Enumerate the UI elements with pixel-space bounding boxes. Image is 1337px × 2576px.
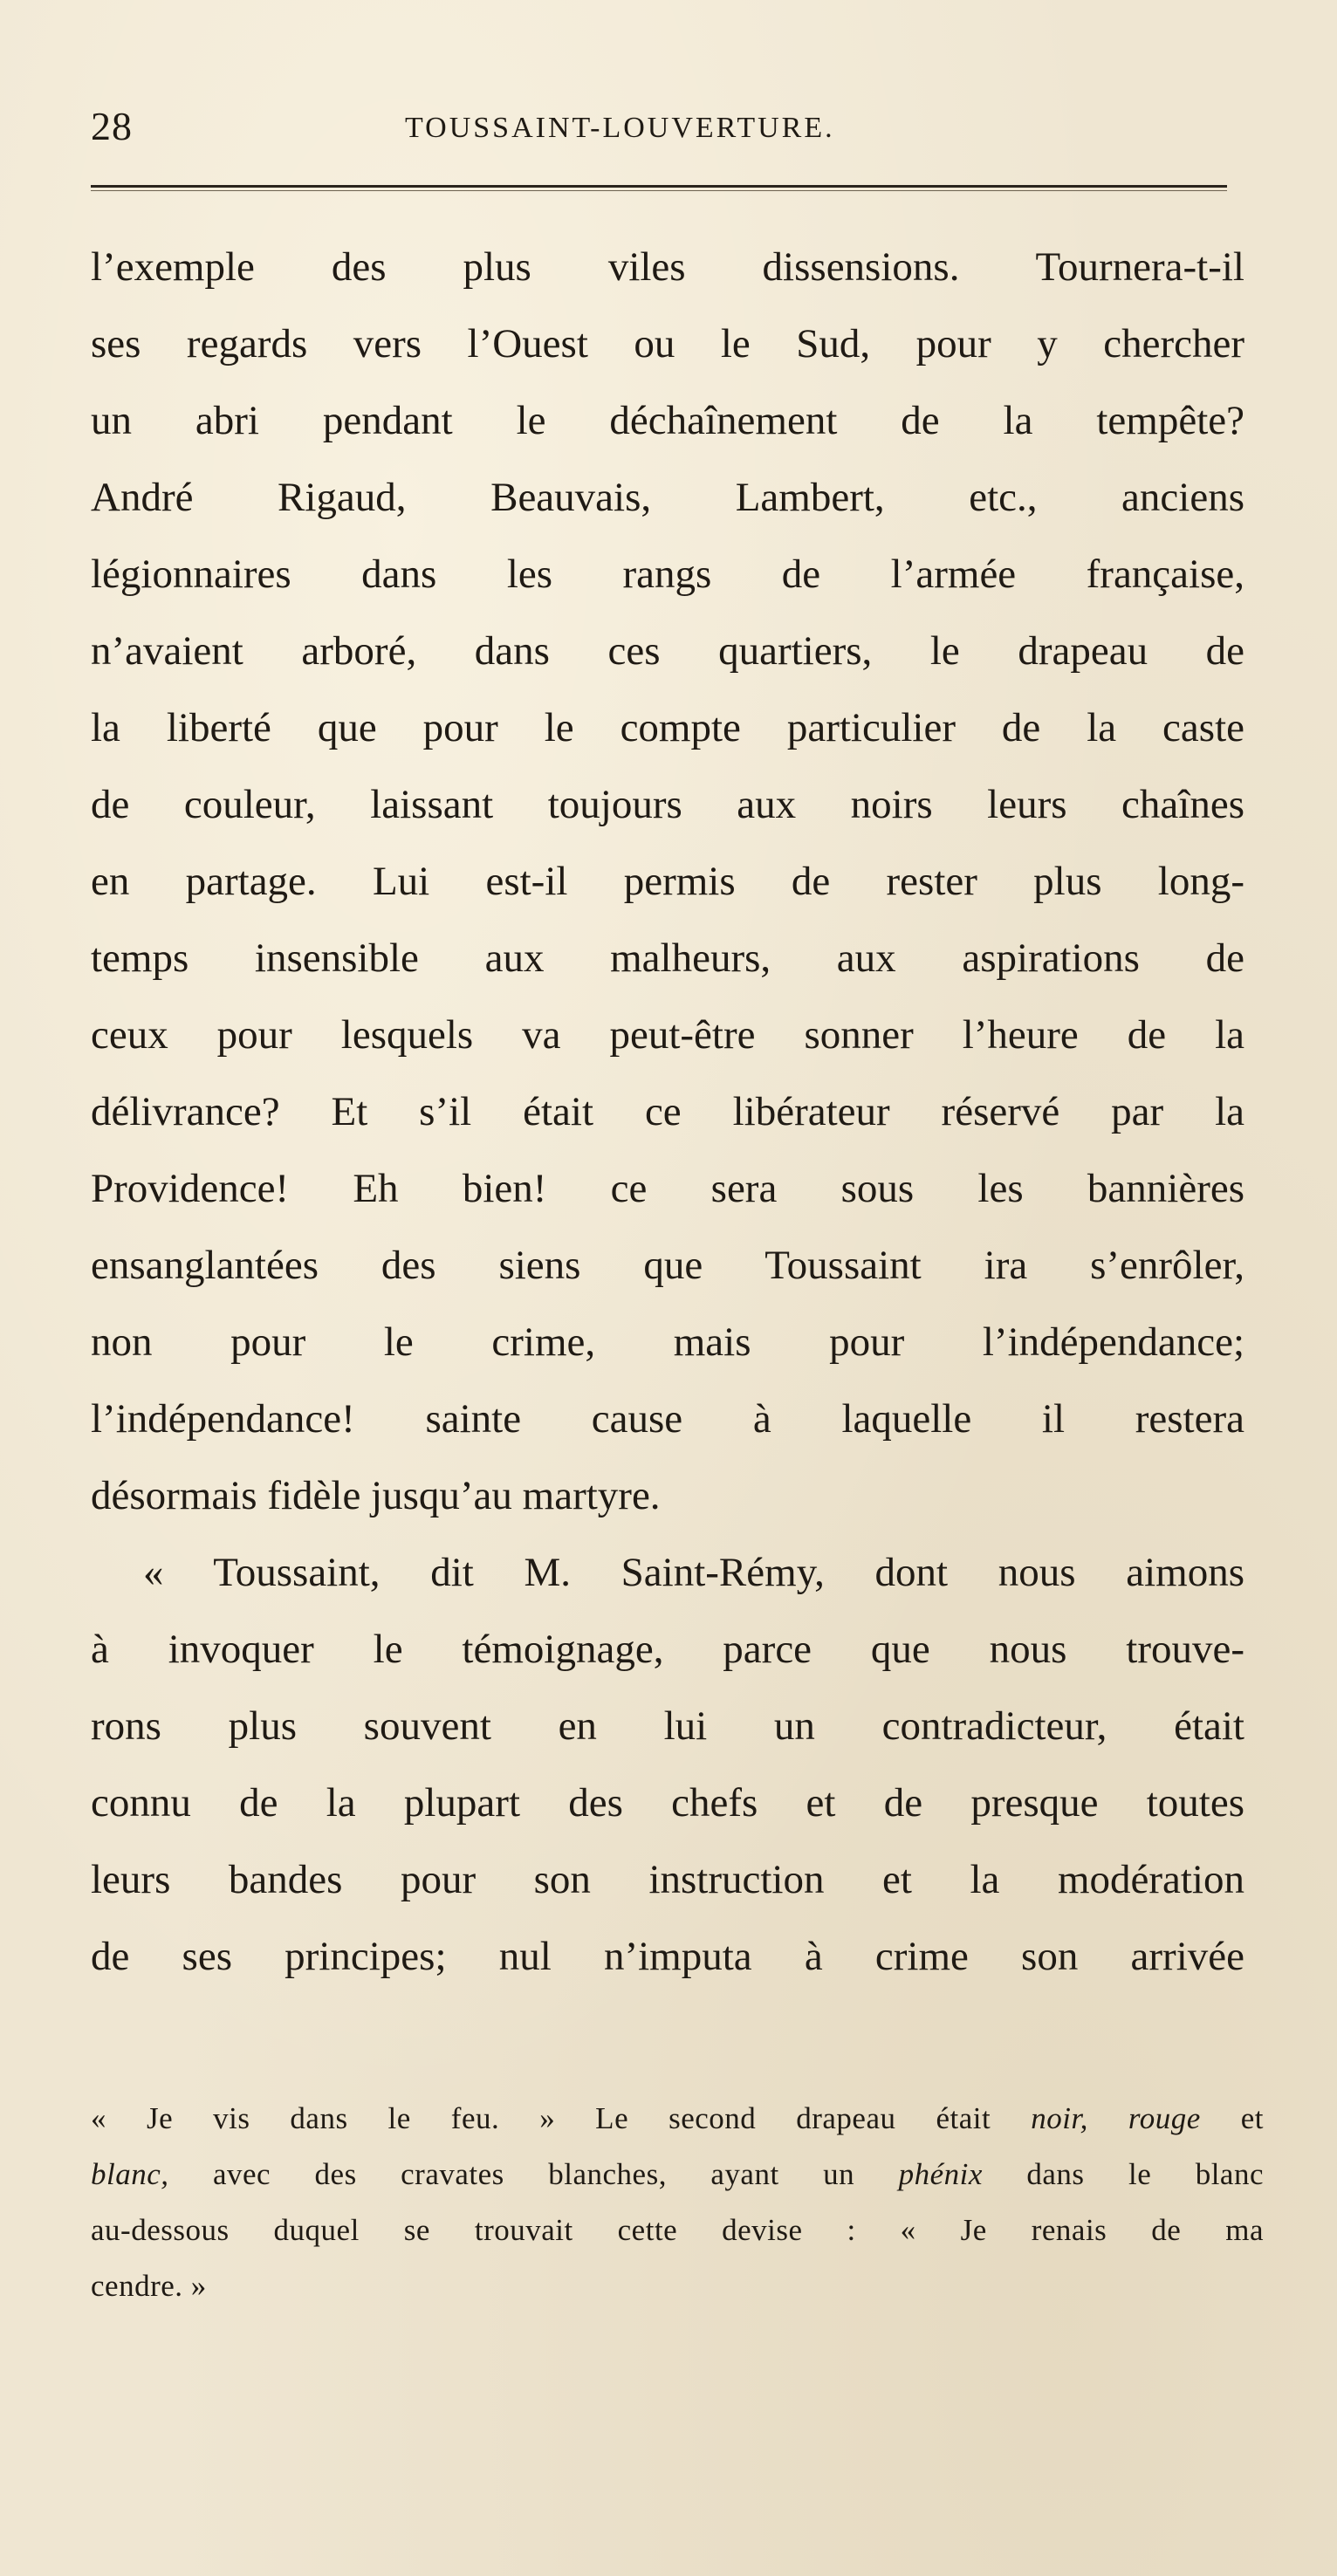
page-header (91, 103, 1225, 164)
text-line: en partage. Lui est-il permis de rester plus long- (91, 859, 1244, 904)
footnote-line (91, 2091, 1264, 2147)
footnote-text: et (1200, 2101, 1265, 2135)
footnote-text: dans le blanc (982, 2157, 1265, 2191)
text-line: leurs bandes pour son instruction et la modération (91, 1857, 1244, 1902)
text-line: temps insensible aux malheurs, aux aspirations de (91, 935, 1244, 981)
footnote-line (91, 2147, 1264, 2203)
text-line: non pour le crime, mais pour l’indépendance; (91, 1319, 1244, 1365)
text-line: ensanglantées des siens que Toussaint ira s’enrôler, (91, 1243, 1244, 1288)
text-line: à invoquer le témoignage, parce que nous trouve- (91, 1627, 1244, 1672)
text-line: rons plus souvent en lui un contradicteur, était (91, 1703, 1244, 1749)
text-line: délivrance? Et s’il était ce libérateur réservé par la (91, 1089, 1244, 1134)
text-line: la liberté que pour le compte particulier de la caste (91, 705, 1244, 750)
running-title: TOUSSAINT-LOUVERTURE. (405, 112, 835, 144)
text-line: connu de la plupart des chefs et de presque toutes (91, 1780, 1244, 1826)
footnote-italic: noir, rouge (1031, 2101, 1201, 2135)
text-line: ses regards vers l’Ouest ou le Sud, pour y chercher (91, 321, 1244, 367)
footnote-line: cendre. » (91, 2269, 207, 2303)
page-number: 28 (91, 104, 133, 148)
text-line: un abri pendant le déchaînement de la tempête? (91, 398, 1244, 443)
text-line: Providence! Eh bien! ce sera sous les bannières (91, 1166, 1244, 1211)
text-line: de ses principes; nul n’imputa à crime son arrivée (91, 1934, 1244, 1979)
text-line: l’exemple des plus viles dissensions. Tournera-t-il (91, 244, 1244, 290)
main-text (91, 229, 1244, 1995)
footnote (91, 2091, 1264, 2314)
text-line: désormais fidèle jusqu’au martyre. (91, 1473, 661, 1518)
text-line: ceux pour lesquels va peut-être sonner l’heure de la (91, 1012, 1244, 1058)
text-line: légionnaires dans les rangs de l’armée française, (91, 552, 1244, 597)
text-line: André Rigaud, Beauvais, Lambert, etc., anciens (91, 475, 1244, 520)
footnote-italic: phénix (898, 2157, 983, 2191)
footnote-italic: blanc, (91, 2157, 169, 2191)
text-line: n’avaient arboré, dans ces quartiers, le drapeau de (91, 628, 1244, 674)
footnote-text: « Je vis dans le feu. » Le second drapeau était (91, 2101, 1032, 2135)
text-line: l’indépendance! sainte cause à laquelle il restera (91, 1396, 1244, 1442)
footnote-line: au-dessous duquel se trouvait cette devise : « Je renais de ma (91, 2213, 1264, 2247)
text-line: « Toussaint, dit M. Saint-Rémy, dont nous aimons (143, 1550, 1244, 1595)
header-rule (91, 185, 1227, 188)
footnote-text: avec des cravates blanches, ayant un (168, 2157, 899, 2191)
text-line: de couleur, laissant toujours aux noirs leurs chaînes (91, 782, 1244, 827)
